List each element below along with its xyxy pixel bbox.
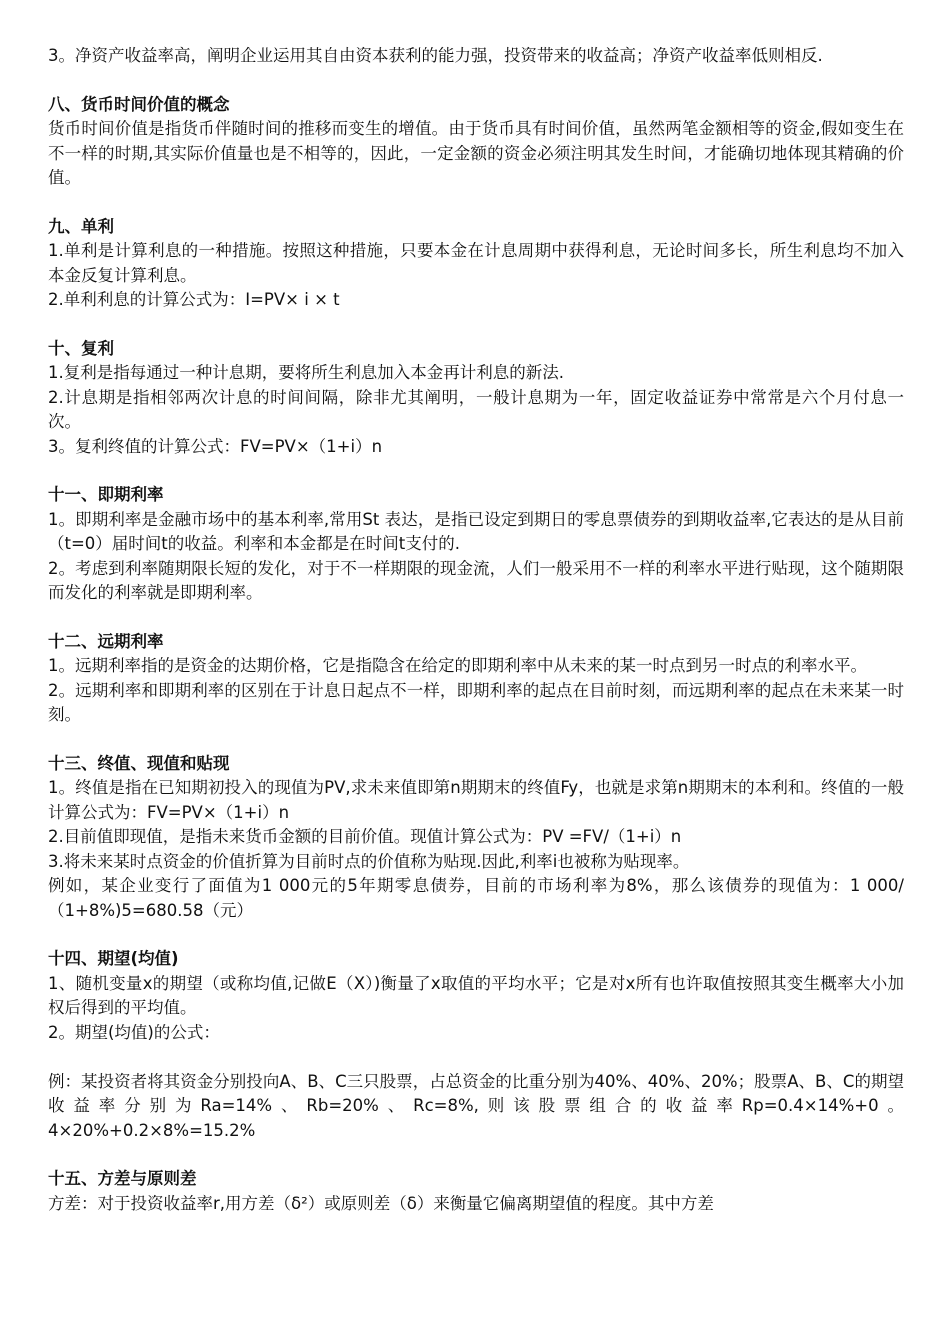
paragraph: 3.将未来某时点资金的价值折算为目前时点的价值称为贴现.因此,利率i也被称为贴现率。 bbox=[48, 851, 690, 871]
paragraph: 1.复利是指每通过一种计息期，要将所生利息加入本金再计利息的新法. bbox=[48, 363, 564, 382]
section-heading: 八、货币时间价值的概念 bbox=[48, 94, 230, 114]
paragraph: 1、随机变量x的期望（或称均值,记做E（X）)衡量了x取值的平均水平；它是对x所有也许取值按照其变生概率大小加权后得到的平均值。 bbox=[48, 973, 904, 1017]
section-heading: 九、单利 bbox=[48, 216, 114, 236]
paragraph: 3。净资产收益率高，阐明企业运用其自由资本获利的能力强，投资带来的收益高；净资产收益率低则相反. bbox=[48, 46, 823, 65]
paragraph: 2.目前值即现值，是指未来货币金额的目前价值。现值计算公式为：PV =FV/（1+i）n bbox=[48, 827, 682, 846]
section-heading: 十三、终值、现值和贴现 bbox=[48, 753, 230, 773]
section bbox=[48, 93, 904, 191]
section bbox=[48, 947, 904, 1143]
paragraph: 2.计息期是指相邻两次计息的时间间隔，除非尤其阐明，一般计息期为一年，固定收益证券中常常是六个月付息一次。 bbox=[48, 387, 904, 431]
paragraph: 例：某投资者将其资金分别投向A、B、C三只股票，占总资金的比重分别为40%、40%、20%；股票A、B、C的期望收益率分别为Ra=14%、Rb=20%、Rc=8%,则该股票组合的收益率Rp=0.4×14%+0。4×20%+0.2×8%=15.2% bbox=[48, 1071, 904, 1140]
paragraph: 1。远期利率指的是资金的达期价格，它是指隐含在给定的即期利率中从未来的某一时点到另一时点的利率水平。 bbox=[48, 656, 867, 675]
section-heading: 十一、即期利率 bbox=[48, 485, 164, 504]
blank-line bbox=[48, 1045, 904, 1070]
section bbox=[48, 752, 904, 924]
section-heading: 十二、远期利率 bbox=[48, 631, 164, 651]
section bbox=[48, 483, 904, 606]
paragraph: 2.单利利息的计算公式为：I=PV× i × t bbox=[48, 290, 340, 309]
paragraph: 2。考虑到利率随期限长短的发化，对于不一样期限的现金流，人们一般采用不一样的利率水平进行贴现，这个随期限而发化的利率就是即期利率。 bbox=[48, 558, 904, 602]
section bbox=[48, 1167, 904, 1216]
paragraph: 2。期望(均值)的公式： bbox=[48, 1022, 220, 1042]
section bbox=[48, 215, 904, 313]
paragraph: 1。即期利率是金融市场中的基本利率,常用St 表达，是指已设定到期日的零息票债券的到期收益率,它表达的是从目前（t=0）届时间t的收益。利率和本金都是在时间t支付的. bbox=[48, 509, 904, 553]
section bbox=[48, 44, 904, 69]
paragraph: 方差：对于投资收益率r,用方差（δ²）或原则差（δ）来衡量它偏离期望值的程度。其中方差 bbox=[48, 1193, 714, 1213]
paragraph: 1.单利是计算利息的一种措施。按照这种措施，只要本金在计息周期中获得利息，无论时间多长，所生利息均不加入本金反复计算利息。 bbox=[48, 241, 904, 285]
paragraph: 例如，某企业变行了面值为1 000元的5年期零息债券，目前的市场利率为8%，那么该债券的现值为：1 000/（1+8%)5=680.58（元） bbox=[48, 876, 904, 920]
paragraph: 货币时间价值是指货币伴随时间的推移而变生的增值。由于货币具有时间价值，虽然两笔金额相等的资金,假如变生在不一样的时期,其实际价值量也是不相等的，因此，一定金额的资金必须注明其发生时间，才能确切地体现其精确的价值。 bbox=[48, 119, 904, 187]
section-heading: 十四、期望(均值) bbox=[48, 949, 179, 968]
section-heading: 十、复利 bbox=[48, 338, 114, 358]
paragraph: 2。远期利率和即期利率的区别在于计息日起点不一样，即期利率的起点在目前时刻，而远期利率的起点在未来某一时刻。 bbox=[48, 680, 904, 724]
section-heading: 十五、方差与原则差 bbox=[48, 1169, 197, 1188]
section bbox=[48, 630, 904, 728]
paragraph: 3。复利终值的计算公式：FV=PV×（1+i）n bbox=[48, 436, 383, 456]
section bbox=[48, 337, 904, 460]
paragraph: 1。终值是指在已知期初投入的现值为PV,求未来值即第n期期末的终值Fy，也就是求第n期期末的本利和。终值的一般计算公式为：FV=PV×（1+i）n bbox=[48, 778, 904, 822]
